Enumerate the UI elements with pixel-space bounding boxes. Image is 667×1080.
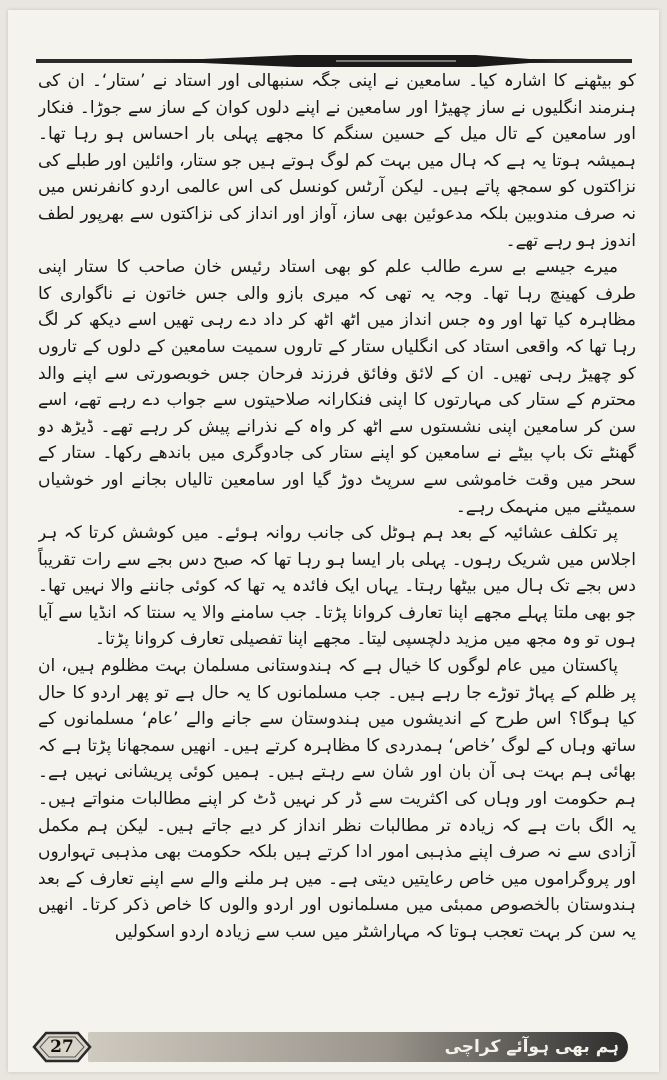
paragraph: کو بیٹھنے کا اشارہ کیا۔ سامعین نے اپنی جگہ سنبھالی اور استاد نے ’ستار‘۔ ان کی ہنرمند انگلیوں نے ساز چھیڑا اور سامعین نے اپنے دلوں کوان کے ساز سے جوڑا۔ فنکار اور سامعین کے تال میل کے حسین سنگم کا مجھے پہلی بار احساس ہو رہا تھا۔ ہمیشہ ہوتا یہ ہے کہ ہال میں بہت کم لوگ ہوتے ہیں جو ستار، وائلین اور طبلے کی نزاکتوں کو سمجھ پاتے ہیں۔ لیکن آرٹس کونسل کی اس عالمی اردو کانفرنس میں نہ صرف مندوبین بلکہ مدعوئین بھی ساز، آواز اور انداز کی نزاکتوں سے بھرپور لطف اندوز ہو رہے تھے۔ bbox=[38, 71, 636, 251]
article-body bbox=[38, 68, 636, 1023]
header-ornament-rule bbox=[36, 54, 632, 68]
paragraph: میرے جیسے بے سرے طالب علم کو بھی استاد رئیس خان صاحب کا ستار اپنی طرف کھینچ رہا تھا۔ وجہ یہ تھی کہ میری بازو والی جس خاتون نے ناگواری کا مظاہرہ کیا تھا اور وہ جس انداز میں اٹھ اٹھ کر داد دے رہی تھیں اسے دیکھ کر لگ رہا تھا کہ واقعی استاد کی انگلیاں ستار کے تاروں سمیت سامعین کے دلوں کے تاروں کو چھیڑ رہی تھیں۔ ان کے لائق وفائق فرزند فرحان جس خوبصورتی سے اپنے والد محترم کے ستار کی مہارتوں کا اپنی فنکارانہ صلاحیتوں سے جواب دے رہے تھے، اسے سن کر سامعین اپنی نشستوں سے اٹھ کر واہ کے نذرانے پیش کر رہے تھے۔ ڈیڑھ دو گھنٹے تک باپ بیٹے نے سامعین کو اپنے ستار کی جادوگری میں باندھے رکھا۔ ستار کے سحر میں وقت خاموشی سے سرپٹ دوڑ گیا اور سامعین تالیاں بجانے اور خوشیاں سمیٹنے میں منہمک رہے۔ bbox=[38, 257, 636, 517]
book-title: ہم بھی ہوآئے کراچی bbox=[444, 1037, 619, 1057]
page-number: 27 bbox=[50, 1037, 74, 1057]
paragraph: پر تکلف عشائیہ کے بعد ہم ہوٹل کی جانب روانہ ہوئے۔ میں کوشش کرتا کہ ہر اجلاس میں شریک رہوں۔ پہلی بار ایسا ہو رہا تھا کہ صبح دس بجے سے رات تقریباً دس بجے تک ہال میں بیٹھا رہتا۔ یہاں ایک فائدہ یہ تھا کہ کوئی جاننے والا نہیں تھا۔ جو بھی ملتا پہلے مجھے اپنا تعارف کروانا پڑتا۔ جب سامنے والا یہ سنتا کہ انڈیا سے آیا ہوں تو وہ مجھ میں مزید دلچسپی لیتا۔ مجھے اپنا تفصیلی تعارف کروانا پڑتا۔ bbox=[38, 523, 636, 650]
paragraph: پاکستان میں عام لوگوں کا خیال ہے کہ ہندوستانی مسلمان بہت مظلوم ہیں، ان پر ظلم کے پہاڑ توڑے جا رہے ہیں۔ جب مسلمانوں کا یہ حال ہے تو پھر اردو کا حال کیا ہوگا؟ اس طرح کے اندیشوں میں ہندوستان سے جانے والے ’عام‘ مسلمانوں کے ساتھ وہاں کے لوگ ’خاص‘ ہمدردی کا مظاہرہ کرتے ہیں۔ انھیں سمجھانا پڑتا ہے کہ بھائی ہم بہت ہی آن بان اور شان سے رہتے ہیں۔ ہمیں کوئی پریشانی نہیں ہے۔ ہم حکومت اور وہاں کی اکثریت سے ڈر کر نہیں ڈٹ کر اپنے مطالبات منواتے ہیں۔ یہ الگ بات ہے کہ زیادہ تر مطالبات نظر انداز کر دیے جاتے ہیں۔ لیکن ہم مکمل آزادی سے نہ صرف اپنے مذہبی امور ادا کرتے ہیں بلکہ حکومت بھی مذہبی تہواروں اور پروگراموں میں خاص رعایتیں دیتی ہے۔ میں ہر ملنے والے سے اپنے تعارف کے بعد ہندوستان بالخصوص ممبئی میں مسلمانوں اور اردو والوں کا خاص ذکر کرتا۔ انھیں یہ سن کر بہت تعجب ہوتا کہ مہاراشٹر میں سب سے زیادہ اردو اسکولیں bbox=[38, 656, 636, 942]
book-page bbox=[8, 10, 659, 1072]
page-footer bbox=[8, 1030, 659, 1072]
